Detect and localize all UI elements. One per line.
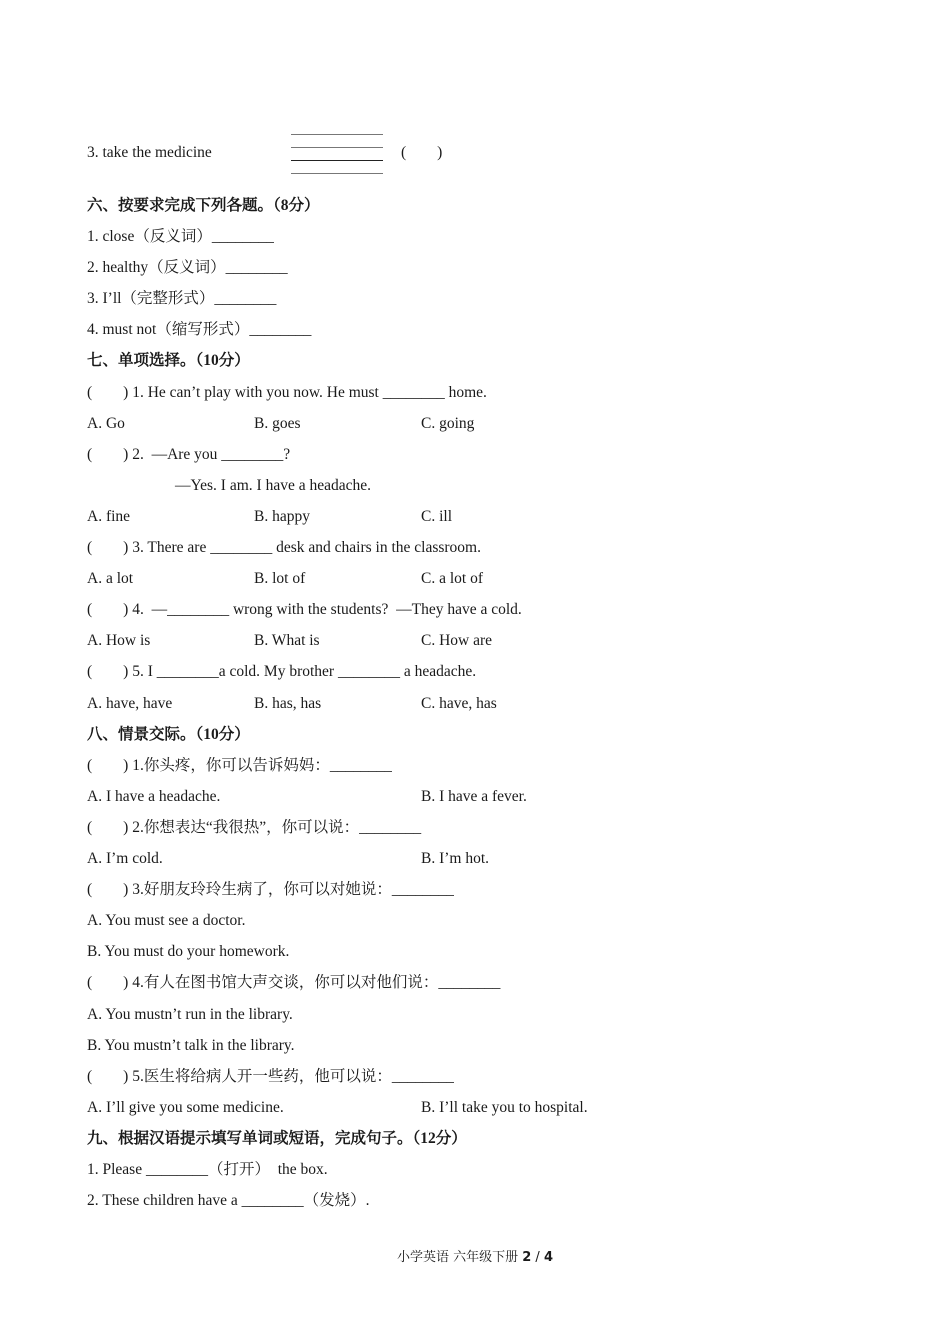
sec7-q3-option-b: B. lot of — [254, 570, 306, 587]
sec7-q2-option-c: C. ill — [421, 508, 453, 525]
sec7-q3-option-c: C. a lot of — [421, 570, 483, 587]
sec7-q4-option-a: A. How is — [87, 632, 151, 649]
sec7-q2-option-a: A. fine — [87, 508, 131, 525]
sec7-q5-option-a: A. have, have — [87, 695, 173, 712]
writing-line-4 — [291, 173, 383, 174]
sec7-q2-stem-reply: —Yes. I am. I have a headache. — [175, 477, 371, 494]
footer-total-pages: 4 — [543, 1250, 553, 1265]
sec8-q2-option-b: B. I’m hot. — [421, 850, 490, 867]
sec7-q4-stem: ( ) 4. —________ wrong with the students? —They have a cold. — [87, 601, 522, 618]
footer-subject: 小学英语 六年级下册 — [396, 1250, 523, 1265]
writing-line-2 — [291, 147, 383, 148]
sec6-item-1: 1. close（反义词）________ — [87, 228, 274, 245]
sec6-item-2: 2. healthy（反义词）________ — [87, 259, 288, 276]
sec7-q3-stem: ( ) 3. There are ________ desk and chairs in the classroom. — [87, 539, 481, 556]
sec6-item-3: 3. I’ll（完整形式）________ — [87, 290, 277, 307]
sec9-item-2: 2. These children have a ________（发烧）. — [87, 1192, 370, 1209]
sec8-q4-option-b: B. You mustn’t talk in the library. — [87, 1037, 295, 1054]
footer-separator: / — [531, 1250, 544, 1265]
sec8-q2-option-a: A. I’m cold. — [87, 850, 163, 867]
sec8-title: 八、情景交际。（10分） — [87, 726, 250, 743]
footer-page-number: 2 — [522, 1250, 532, 1265]
sec8-q1-option-b: B. I have a fever. — [421, 788, 527, 805]
sec7-q1-option-a: A. Go — [87, 415, 125, 432]
sec7-q4-option-c: C. How are — [421, 632, 493, 649]
sec8-q1-stem: ( ) 1.你头疼，你可以告诉妈妈：________ — [87, 757, 392, 774]
sec6-item-4: 4. must not（缩写形式）________ — [87, 321, 312, 338]
sec8-q3-option-b: B. You must do your homework. — [87, 943, 290, 960]
sec8-q5-option-b: B. I’ll take you to hospital. — [421, 1099, 588, 1116]
sec7-q2-option-b: B. happy — [254, 508, 310, 525]
sec8-q2-stem: ( ) 2.你想表达“我很热”，你可以说：________ — [87, 819, 422, 836]
sec7-q5-option-b: B. has, has — [254, 695, 322, 712]
sec6-title: 六、按要求完成下列各题。（8分） — [87, 197, 320, 214]
sec8-q4-option-a: A. You mustn’t run in the library. — [87, 1006, 293, 1023]
sec7-q2-stem: ( ) 2. —Are you ________? — [87, 446, 291, 463]
q5-item3-answer-paren: ( ) — [401, 144, 443, 161]
sec8-q4-stem: ( ) 4.有人在图书馆大声交谈，你可以对他们说：________ — [87, 974, 501, 991]
sec8-q1-option-a: A. I have a headache. — [87, 788, 221, 805]
writing-line-1 — [291, 134, 383, 135]
q5-item3-text: 3. take the medicine — [87, 144, 212, 161]
sec7-q3-option-a: A. a lot — [87, 570, 134, 587]
sec8-q3-option-a: A. You must see a doctor. — [87, 912, 246, 929]
sec7-q5-option-c: C. have, has — [421, 695, 497, 712]
page-footer — [0, 1246, 950, 1265]
sec7-q4-option-b: B. What is — [254, 632, 320, 649]
sec9-title: 九、根据汉语提示填写单词或短语，完成句子。（12分） — [87, 1130, 467, 1147]
writing-line-3 — [291, 160, 383, 161]
sec8-q5-option-a: A. I’ll give you some medicine. — [87, 1099, 284, 1116]
sec7-q1-option-c: C. going — [421, 415, 475, 432]
sec7-q5-stem: ( ) 5. I ________a cold. My brother ________ a headache. — [87, 663, 477, 680]
sec8-q5-stem: ( ) 5.医生将给病人开一些药，他可以说：________ — [87, 1068, 454, 1085]
sec8-q3-stem: ( ) 3.好朋友玲玲生病了，你可以对她说：________ — [87, 881, 454, 898]
sec7-title: 七、单项选择。（10分） — [87, 352, 250, 369]
sec7-q1-stem: ( ) 1. He can’t play with you now. He must ________ home. — [87, 384, 487, 401]
sec9-item-1: 1. Please ________（打开） the box. — [87, 1161, 328, 1178]
sec7-q1-option-b: B. goes — [254, 415, 301, 432]
